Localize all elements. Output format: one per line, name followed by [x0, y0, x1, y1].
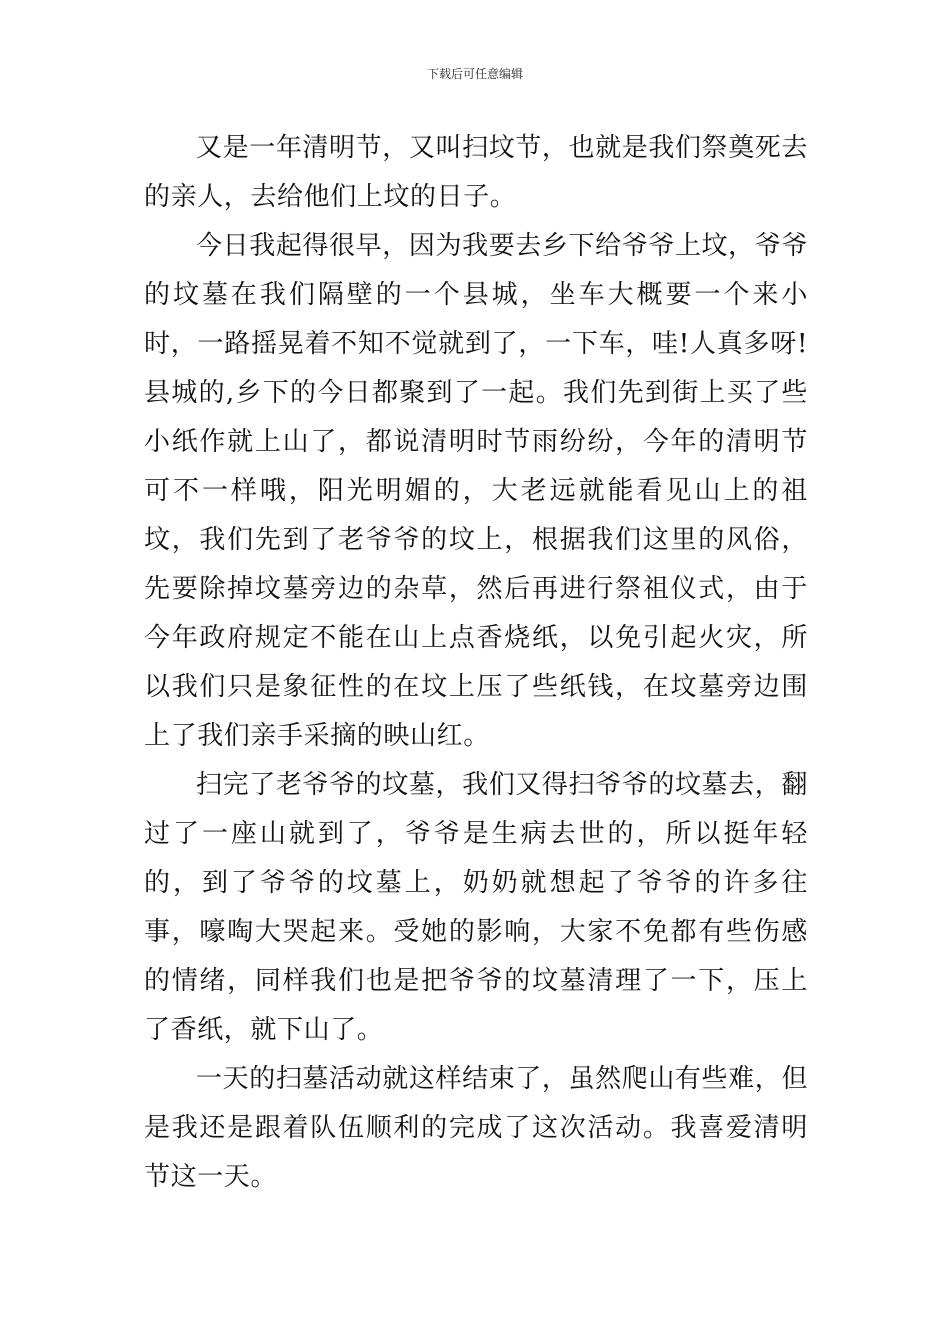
page-header-note: 下载后可任意编辑 [426, 67, 523, 81]
paragraph-2: 今日我起得很早，因为我要去乡下给爷爷上坟，爷爷的坟墓在我们隔壁的一个县城，坐车大概要一个来小时，一路摇晃着不知不觉就到了，一下车，哇!人真多呀!县城的,乡下的今日都聚到了一起。我们先到街上买了些小纸作就上山了，都说清明时节雨纷纷，今年的清明节可不一样哦，阳光明媚的，大老远就能看见山上的祖坟，我们先到了老爷爷的坟上，根据我们这里的风俗，先要除掉坟墓旁边的杂草，然后再进行祭祖仪式，由于今年政府规定不能在山上点香烧纸，以免引起火灾，所以我们只是象征性的在坟上压了些纸钱，在坟墓旁边围上了我们亲手采摘的映山红。 [144, 231, 808, 751]
paragraph-3: 扫完了老爷爷的坟墓，我们又得扫爷爷的坟墓去，翻过了一座山就到了，爷爷是生病去世的，所以挺年轻的，到了爷爷的坟墓上，奶奶就想起了爷爷的许多往事，嚎啕大哭起来。受她的影响，大家不免都有些伤感的情绪，同样我们也是把爷爷的坟墓清理了一下，压上了香纸，就下山了。 [144, 770, 808, 1045]
paragraph-4: 一天的扫墓活动就这样结束了，虽然爬山有些难，但是我还是跟着队伍顺利的完成了这次活动。我喜爱清明节这一天。 [144, 1064, 808, 1192]
paragraph-1: 又是一年清明节，又叫扫坟节，也就是我们祭奠死去的亲人，去给他们上坟的日子。 [144, 133, 808, 212]
article-body [144, 124, 808, 1202]
